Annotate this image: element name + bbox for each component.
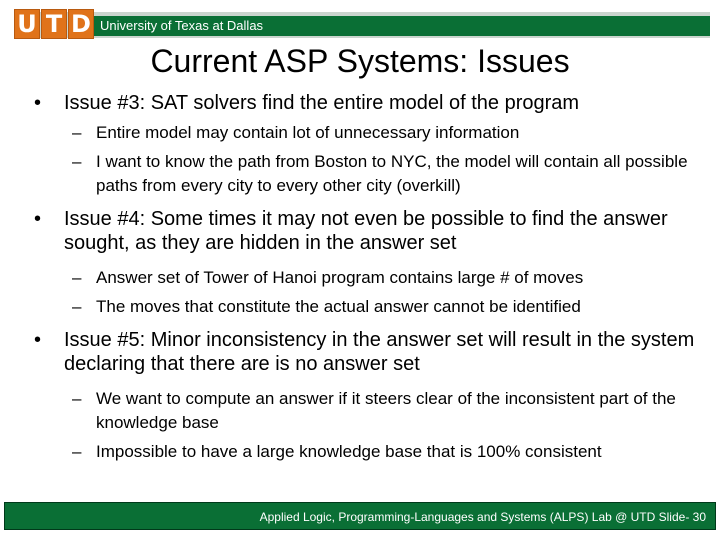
bullet-marker: • — [34, 329, 42, 351]
sub-bullet-marker: – — [72, 442, 82, 461]
sub-bullet-text: We want to compute an answer if it steers clear of the inconsistent part of the knowledge base — [96, 389, 676, 432]
university-name: University of Texas at Dallas — [100, 18, 264, 33]
bullet-issue-5: Issue #5: Minor inconsistency in the answer set will result in the system declaring that there are is no answer set — [64, 329, 695, 375]
bullet-marker: • — [34, 208, 42, 230]
sub-bullet-marker: – — [72, 152, 82, 171]
sub-bullet-text: I want to know the path from Boston to NYC, the model will contain all possible paths from every city to every other city (overkill) — [96, 152, 688, 195]
sub-bullet-marker: – — [72, 389, 82, 408]
logo-letter-u: U — [14, 9, 40, 39]
logo-letter-t: T — [41, 9, 67, 39]
bullet-issue-3: Issue #3: SAT solvers find the entire model of the program — [64, 92, 580, 114]
sub-bullet-text: Impossible to have a large knowledge base that is 100% consistent — [96, 442, 602, 461]
bullet-issue-4: Issue #4: Some times it may not even be possible to find the answer sought, as they are hidden in the answer set — [64, 208, 668, 254]
slide-title: Current ASP Systems: Issues — [150, 43, 570, 79]
footer-text: Applied Logic, Programming-Languages and Systems (ALPS) Lab @ UTD Slide- 30 — [259, 510, 706, 524]
sub-bullet-text: Answer set of Tower of Hanoi program contains large # of moves — [96, 268, 584, 287]
sub-bullet-marker: – — [72, 268, 82, 287]
sub-bullet-text: The moves that constitute the actual answer cannot be identified — [96, 297, 581, 316]
sub-bullet-marker: – — [72, 297, 82, 316]
bullet-marker: • — [34, 92, 42, 114]
sub-bullet-text: Entire model may contain lot of unnecessary information — [96, 123, 520, 142]
utd-logo — [14, 9, 96, 41]
sub-bullet-marker: – — [72, 123, 82, 142]
logo-letter-d: D — [68, 9, 94, 39]
